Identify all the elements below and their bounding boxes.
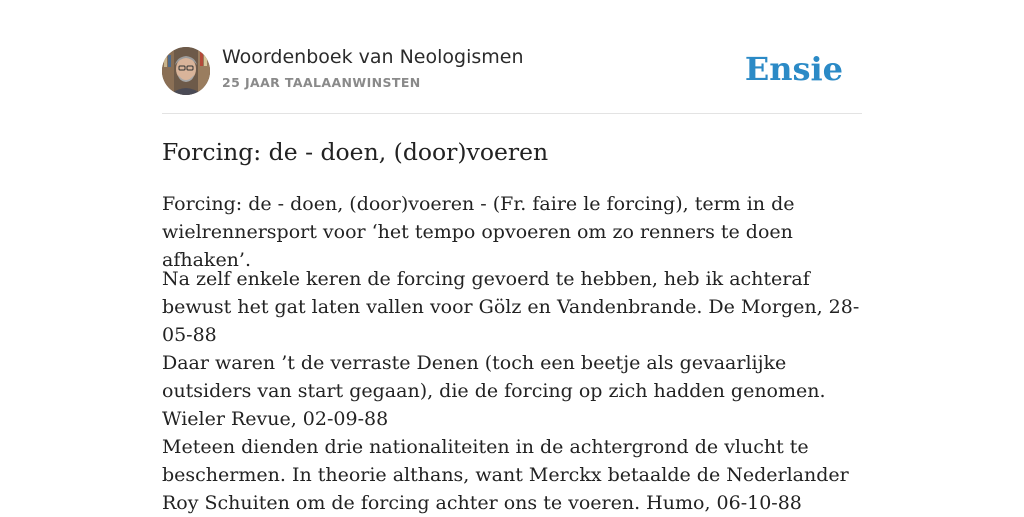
site-tagline: 25 JAAR TAALAANWINSTEN <box>222 75 421 90</box>
page-container <box>162 0 862 514</box>
ensie-logo-link[interactable]: Ensie <box>744 50 843 88</box>
entry-title: Forcing: de - doen, (door)voeren <box>162 138 549 166</box>
citation-quote: Meteen dienden drie nationaliteiten in de achtergrond de vlucht te beschermen. In theorie althans, want Merckx betaalde de Nederlander Roy Schuiten om de forcing achter ons te voeren. Humo, 06-10-88 <box>162 436 849 514</box>
author-photo-icon <box>162 47 210 95</box>
citation-quote: Daar waren ’t de verraste Denen (toch een beetje als gevaarlijke outsiders van start gegaan), die de forcing op zich hadden genomen. Wieler Revue, 02-09-88 <box>162 352 826 430</box>
entry-definition: Forcing: de - doen, (door)voeren - (Fr. faire le forcing), term in de wielrennersport voor ‘het tempo opvoeren om zo renners te doen afhaken’. <box>162 193 795 271</box>
site-header <box>162 0 862 114</box>
site-name[interactable]: Woordenboek van Neologismen <box>222 46 524 68</box>
avatar[interactable] <box>162 47 210 95</box>
citation-quote: Na zelf enkele keren de forcing gevoerd te hebben, heb ik achteraf bewust het gat laten vallen voor Gölz en Vandenbrande. De Morgen, 28-05-88 <box>162 268 860 346</box>
